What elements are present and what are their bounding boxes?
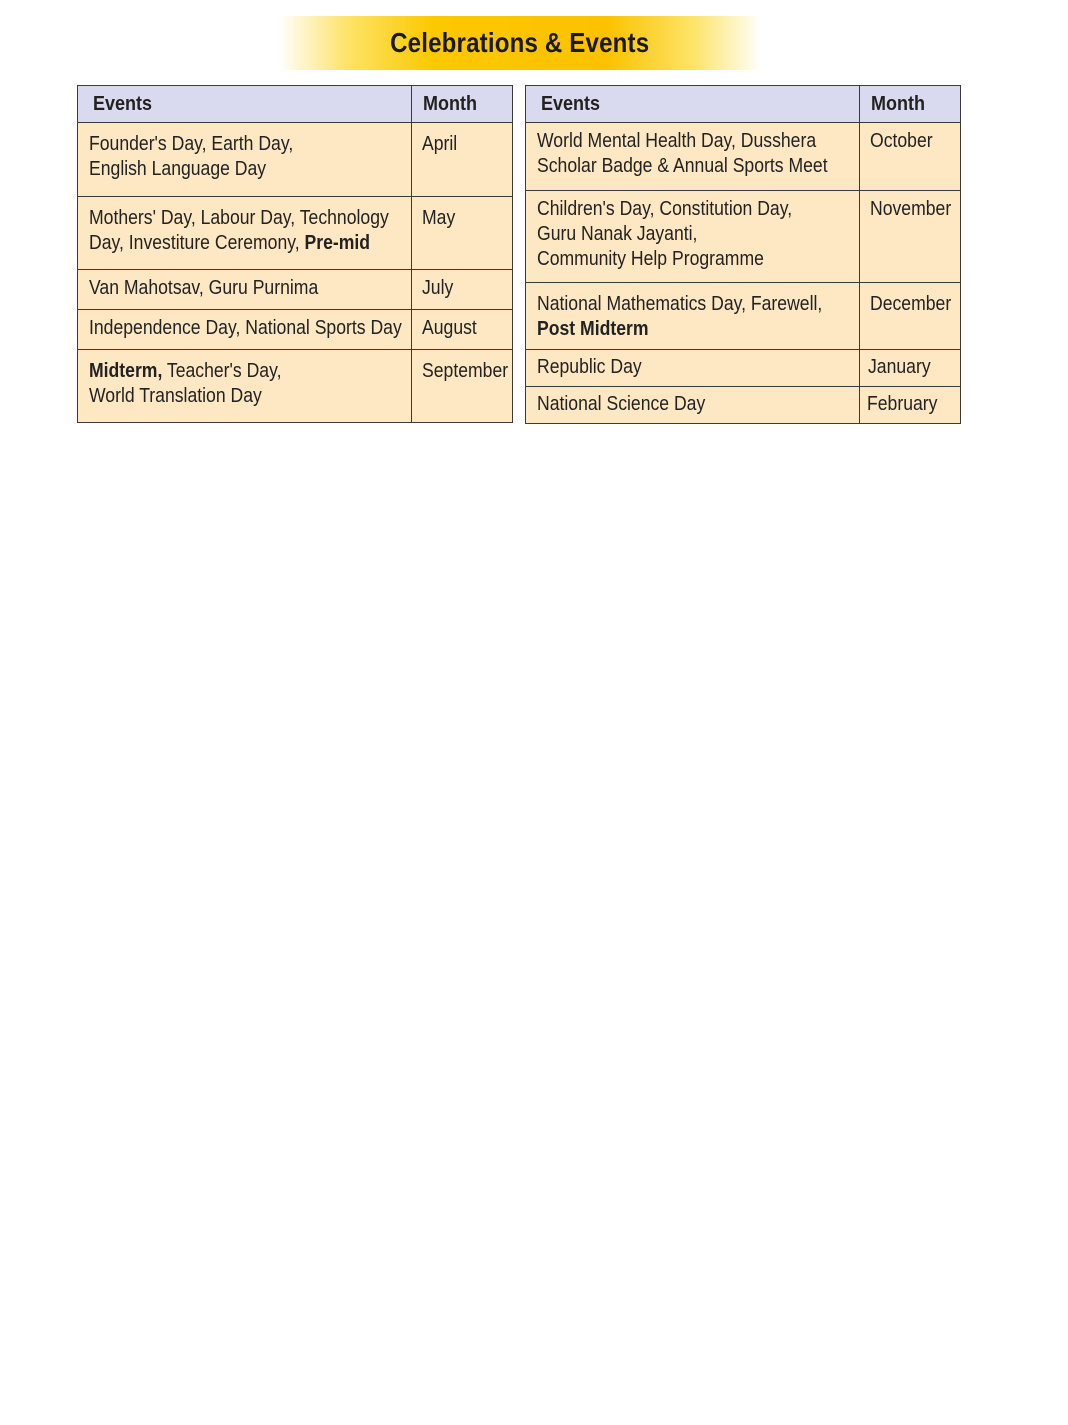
month-cell: February	[860, 387, 961, 424]
events-table-left	[77, 85, 513, 423]
table-row	[526, 123, 961, 191]
events-cell: Founder's Day, Earth Day, English Language Day	[78, 123, 412, 197]
table-row	[78, 350, 513, 423]
events-table-right	[525, 85, 961, 424]
page-title: Celebrations & Events	[390, 27, 650, 58]
title-banner	[278, 16, 762, 70]
month-cell: September	[412, 350, 513, 423]
table-row	[526, 350, 961, 387]
table-row	[78, 270, 513, 310]
events-cell: National Science Day	[526, 387, 860, 424]
table-row	[526, 283, 961, 350]
month-cell: August	[412, 310, 513, 350]
events-cell: Republic Day	[526, 350, 860, 387]
table-header-row	[526, 86, 961, 123]
table-row	[78, 310, 513, 350]
month-column-header: Month	[860, 86, 961, 123]
month-cell: October	[860, 123, 961, 191]
events-cell: National Mathematics Day, Farewell, Post Midterm	[526, 283, 860, 350]
table-row	[526, 191, 961, 283]
month-cell: November	[860, 191, 961, 283]
events-column-header: Events	[526, 86, 860, 123]
table-row	[526, 387, 961, 424]
events-column-header: Events	[78, 86, 412, 123]
events-cell: Children's Day, Constitution Day, Guru Nanak Jayanti, Community Help Programme	[526, 191, 860, 283]
events-cell: World Mental Health Day, Dusshera Scholar Badge & Annual Sports Meet	[526, 123, 860, 191]
table-row	[78, 123, 513, 197]
month-cell: July	[412, 270, 513, 310]
table-row	[78, 197, 513, 270]
events-cell: Midterm, Teacher's Day, World Translation Day	[78, 350, 412, 423]
events-cell: Van Mahotsav, Guru Purnima	[78, 270, 412, 310]
month-cell: April	[412, 123, 513, 197]
events-cell: Independence Day, National Sports Day	[78, 310, 412, 350]
month-cell: May	[412, 197, 513, 270]
events-cell: Mothers' Day, Labour Day, Technology Day, Investiture Ceremony, Pre-mid	[78, 197, 412, 270]
month-cell: December	[860, 283, 961, 350]
table-header-row	[78, 86, 513, 123]
month-column-header: Month	[412, 86, 513, 123]
month-cell: January	[860, 350, 961, 387]
